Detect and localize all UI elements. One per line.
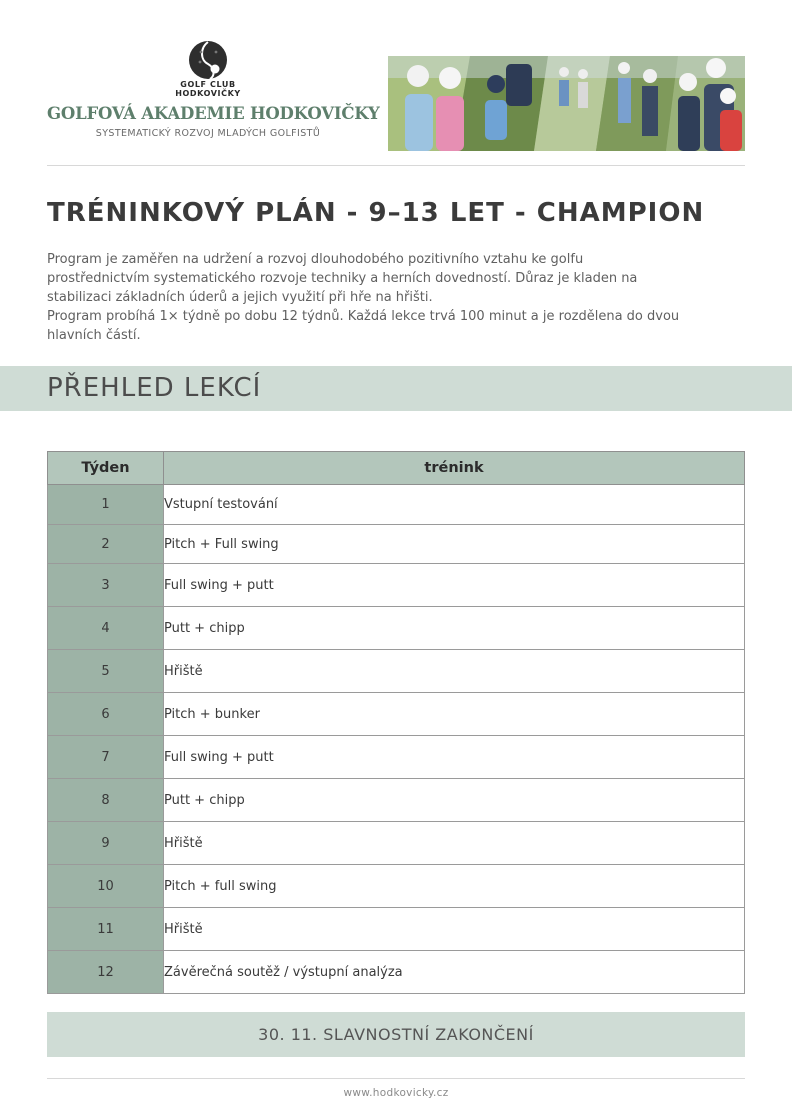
club-logo xyxy=(47,40,380,139)
training-cell: Závěrečná soutěž / výstupní analýza xyxy=(164,951,745,994)
week-cell: 4 xyxy=(48,607,164,650)
week-cell: 9 xyxy=(48,822,164,865)
table-row xyxy=(48,693,745,736)
week-cell: 11 xyxy=(48,908,164,951)
week-cell: 2 xyxy=(48,525,164,564)
training-cell: Pitch + bunker xyxy=(164,693,745,736)
intro-text xyxy=(47,250,687,345)
intro-paragraph-1: Program je zaměřen na udržení a rozvoj dlouhodobého pozitivního vztahu ke golfu prostřednictvím systematického rozvoje techniky a herních dovedností. Důraz je kladen na stabilizaci základních úderů a jejich využití při hře na hřišti. xyxy=(47,252,638,305)
table-row xyxy=(48,525,745,564)
footer-divider xyxy=(47,1078,745,1079)
section-title: PŘEHLED LEKCÍ xyxy=(47,373,262,403)
week-cell: 5 xyxy=(48,650,164,693)
training-cell: Hřiště xyxy=(164,650,745,693)
training-cell: Hřiště xyxy=(164,908,745,951)
table-row xyxy=(48,822,745,865)
club-name-line1: GOLF CLUB xyxy=(180,80,236,89)
header-photo-collage xyxy=(388,56,745,151)
table-row xyxy=(48,865,745,908)
page-title: TRÉNINKOVÝ PLÁN - 9–13 LET - CHAMPION xyxy=(47,198,705,228)
section-banner xyxy=(0,366,792,411)
column-header-training: trénink xyxy=(164,452,745,485)
training-cell: Pitch + Full swing xyxy=(164,525,745,564)
table-header-row xyxy=(48,452,745,485)
week-cell: 12 xyxy=(48,951,164,994)
club-name-line2: HODKOVIČKY xyxy=(175,89,241,98)
week-cell: 3 xyxy=(48,564,164,607)
golf-ball-logo-icon xyxy=(188,40,228,80)
column-header-week: Týden xyxy=(48,452,164,485)
week-cell: 6 xyxy=(48,693,164,736)
header-divider xyxy=(47,165,745,166)
table-row xyxy=(48,607,745,650)
training-cell: Full swing + putt xyxy=(164,564,745,607)
table-row xyxy=(48,485,745,525)
training-cell: Vstupní testování xyxy=(164,485,745,525)
week-cell: 7 xyxy=(48,736,164,779)
lesson-table xyxy=(47,451,745,994)
academy-tagline: SYSTEMATICKÝ ROZVOJ MLADÝCH GOLFISTŮ xyxy=(95,128,321,139)
week-cell: 1 xyxy=(48,485,164,525)
training-cell: Full swing + putt xyxy=(164,736,745,779)
closing-ceremony-banner: 30. 11. SLAVNOSTNÍ ZAKONČENÍ xyxy=(47,1012,745,1057)
footer-website-link[interactable]: www.hodkovicky.cz xyxy=(343,1087,449,1099)
week-cell: 10 xyxy=(48,865,164,908)
training-cell: Hřiště xyxy=(164,822,745,865)
training-cell: Putt + chipp xyxy=(164,779,745,822)
academy-name: GOLFOVÁ AKADEMIE HODKOVIČKY xyxy=(47,104,380,123)
table-row xyxy=(48,908,745,951)
table-row xyxy=(48,564,745,607)
training-cell: Putt + chipp xyxy=(164,607,745,650)
table-row xyxy=(48,650,745,693)
training-cell: Pitch + full swing xyxy=(164,865,745,908)
week-cell: 8 xyxy=(48,779,164,822)
table-row xyxy=(48,779,745,822)
intro-paragraph-2: Program probíhá 1× týdně po dobu 12 týdnů. Každá lekce trvá 100 minut a je rozdělena do dvou hlavních částí. xyxy=(47,309,680,343)
table-row xyxy=(48,736,745,779)
table-row xyxy=(48,951,745,994)
